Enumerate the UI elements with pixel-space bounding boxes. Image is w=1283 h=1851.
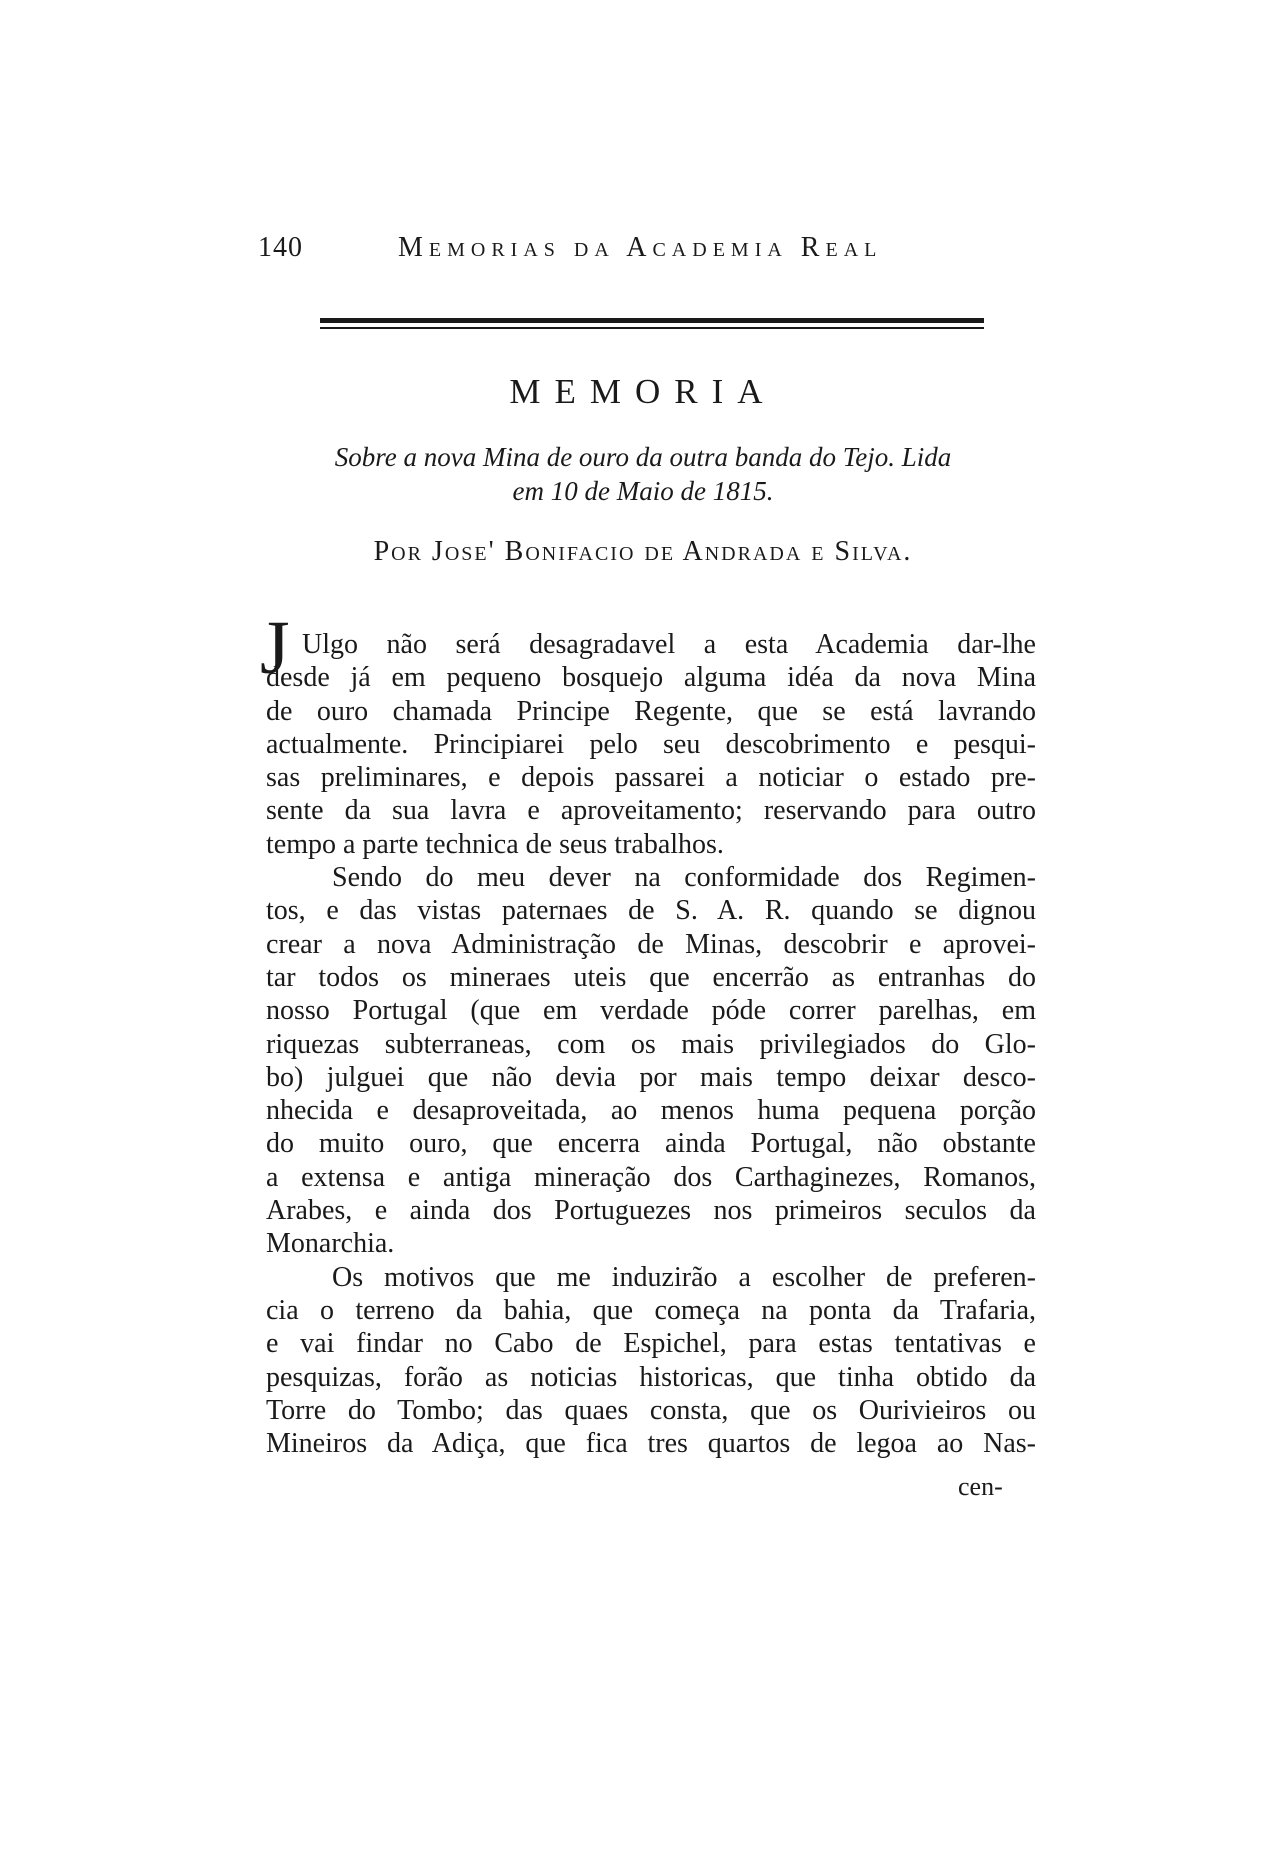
text-line: riquezas subterraneas, com os mais privilegiados do Glo- (266, 1028, 1036, 1060)
text-line: Sendo do meu dever na conformidade dos Regimen- (332, 862, 1036, 894)
text-line: actualmente. Principiarei pelo seu descobrimento e pesqui- (266, 728, 1036, 760)
text-line: tar todos os mineraes uteis que encerrão as entranhas do (266, 961, 1036, 993)
subtitle-line: Sobre a nova Mina de ouro da outra banda do Tejo. Lida (334, 442, 952, 472)
text-line: Arabes, e ainda dos Portuguezes nos primeiros seculos da (266, 1195, 1036, 1227)
text-line: do muito ouro, que encerra ainda Portugal, não obstante (266, 1128, 1036, 1160)
text-line: tempo a parte technica de seus trabalhos. (266, 828, 724, 860)
text-line: desde já em pequeno bosquejo alguma idéa da nova Mina (266, 662, 1036, 694)
text-line: Torre do Tombo; das quaes consta, que os Ourivieiros ou (266, 1394, 1036, 1426)
subtitle-line: em 10 de Maio de 1815. (512, 476, 774, 506)
text-line: nosso Portugal (que em verdade póde correr parelhas, em (266, 995, 1036, 1027)
text-line: crear a nova Administração de Minas, descobrir e aprovei- (266, 928, 1036, 960)
article-title: MEMORIA (509, 372, 777, 411)
text-line: sas preliminares, e depois passarei a noticiar o estado pre- (266, 762, 1036, 794)
drop-cap: J (260, 606, 290, 690)
header-rule-thick (320, 318, 984, 323)
text-line: Monarchia. (266, 1228, 395, 1260)
text-line: nhecida e desaproveitada, ao menos huma pequena porção (266, 1095, 1036, 1127)
article-subtitle (258, 440, 1028, 508)
running-title: Memorias da Academia Real (398, 232, 883, 263)
text-line: a extensa e antiga mineração dos Carthaginezes, Romanos, (266, 1161, 1036, 1193)
text-line: e vai findar no Cabo de Espichel, para estas tentativas e (266, 1328, 1036, 1360)
header-rule-thin (320, 327, 984, 329)
article-author: Por Jose' Bonifacio de Andrada e Silva. (373, 536, 913, 567)
text-line: tos, e das vistas paternaes de S. A. R. quando se dignou (266, 895, 1036, 927)
text-line: de ouro chamada Principe Regente, que se está lavrando (266, 695, 1036, 727)
running-head (258, 232, 1018, 272)
text-line: Ulgo não será desagradavel a esta Academia dar-lhe (302, 629, 1036, 660)
page-number: 140 (258, 232, 303, 263)
text-line: cia o terreno da bahia, que começa na ponta da Trafaria, (266, 1294, 1036, 1326)
text-line: sente da sua lavra e aproveitamento; reservando para outro (266, 795, 1036, 827)
body-text (260, 606, 1036, 1460)
catchword: cen- (958, 1472, 1003, 1501)
text-line: Mineiros da Adiça, que fica tres quartos de legoa ao Nas- (266, 1428, 1036, 1460)
text-line: pesquizas, forão as noticias historicas, que tinha obtido da (266, 1361, 1036, 1393)
text-line: bo) julguei que não devia por mais tempo deixar desco- (266, 1061, 1036, 1093)
text-line: Os motivos que me induzirão a escolher de preferen- (332, 1261, 1036, 1293)
